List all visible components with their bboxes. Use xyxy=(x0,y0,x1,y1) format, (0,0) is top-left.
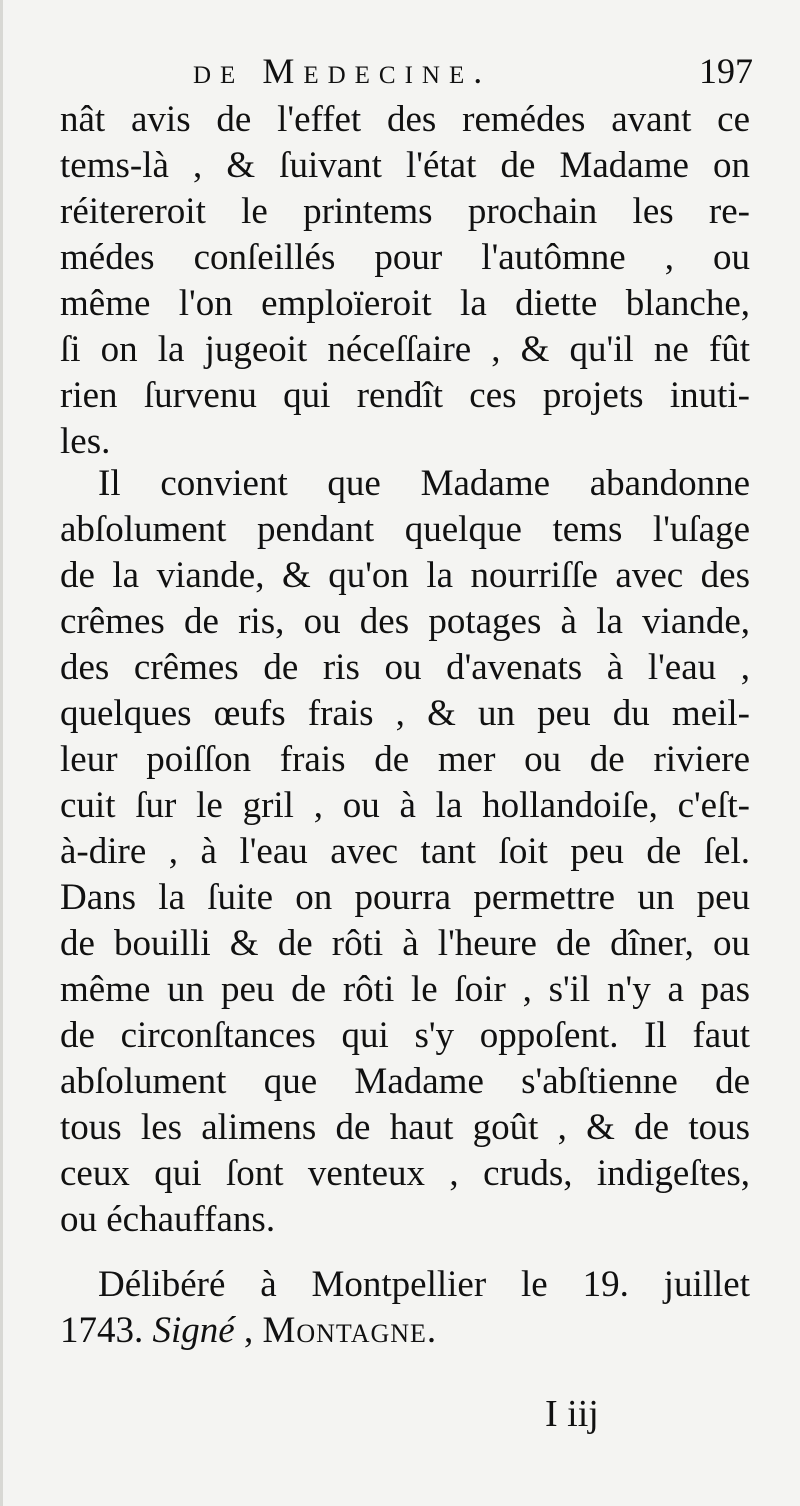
text-line: tous les alimens de haut goût , & de tous xyxy=(60,1107,750,1148)
text-line: crêmes de ris, ou des potages à la viande, xyxy=(60,601,750,642)
running-head xyxy=(193,50,753,100)
text-line: quelques œufs frais , & un peu du meil- xyxy=(60,693,750,734)
text-line: de circonſtances qui s'y oppoſent. Il faut xyxy=(60,1015,750,1056)
running-title: de Medecine. xyxy=(193,51,492,91)
text-line: rien ſurvenu qui rendît ces projets inuti- xyxy=(60,375,750,416)
text-line: réitereroit le printems prochain les re- xyxy=(60,191,750,232)
deliberation-line: Délibéré à Montpellier le 19. juillet xyxy=(98,1264,750,1305)
text-line: leur poiſſon frais de mer ou de riviere xyxy=(60,739,750,780)
text-line: nât avis de l'effet des remédes avant ce xyxy=(60,99,750,140)
text-line: des crêmes de ris ou d'avenats à l'eau , xyxy=(60,647,750,688)
text-line: même un peu de rôti le ſoir , s'il n'y a pas xyxy=(60,969,750,1010)
text-line: abſolument pendant quelque tems l'uſage xyxy=(60,509,750,550)
signature-line xyxy=(60,1308,750,1354)
text-line: médes conſeillés pour l'autômne , ou xyxy=(60,237,750,278)
text-line: les. xyxy=(60,421,111,462)
text-line: même l'on emploïeroit la diette blanche, xyxy=(60,283,750,324)
signed-label: Signé xyxy=(152,1310,235,1351)
text-line: ſi on la jugeoit néceſſaire , & qu'il ne fût xyxy=(60,329,750,370)
text-line: Dans la ſuite on pourra permettre un peu xyxy=(60,877,750,918)
text-line: à-dire , à l'eau avec tant ſoit peu de ſel. xyxy=(60,831,750,872)
text-line: tems-là , & ſuivant l'état de Madame on xyxy=(60,145,750,186)
text-line: abſolument que Madame s'abſtienne de xyxy=(60,1061,750,1102)
page-number: 197 xyxy=(699,51,753,91)
text-line: ou échauffans. xyxy=(60,1199,276,1240)
printer-signature-mark: I iij xyxy=(545,1393,599,1435)
text-line: de la viande, & qu'on la nourriſſe avec des xyxy=(60,555,750,596)
text-line: ceux qui ſont venteux , cruds, indigeſtes, xyxy=(60,1153,750,1194)
comma: , xyxy=(243,1310,254,1351)
text-line: Il convient que Madame abandonne xyxy=(98,463,750,504)
author-name: Montagne. xyxy=(262,1310,438,1351)
text-line: cuit ſur le gril , ou à la hollandoiſe, c'eſt- xyxy=(60,785,750,826)
text-line: de bouilli & de rôti à l'heure de dîner, ou xyxy=(60,923,750,964)
year: 1743. xyxy=(60,1310,144,1351)
